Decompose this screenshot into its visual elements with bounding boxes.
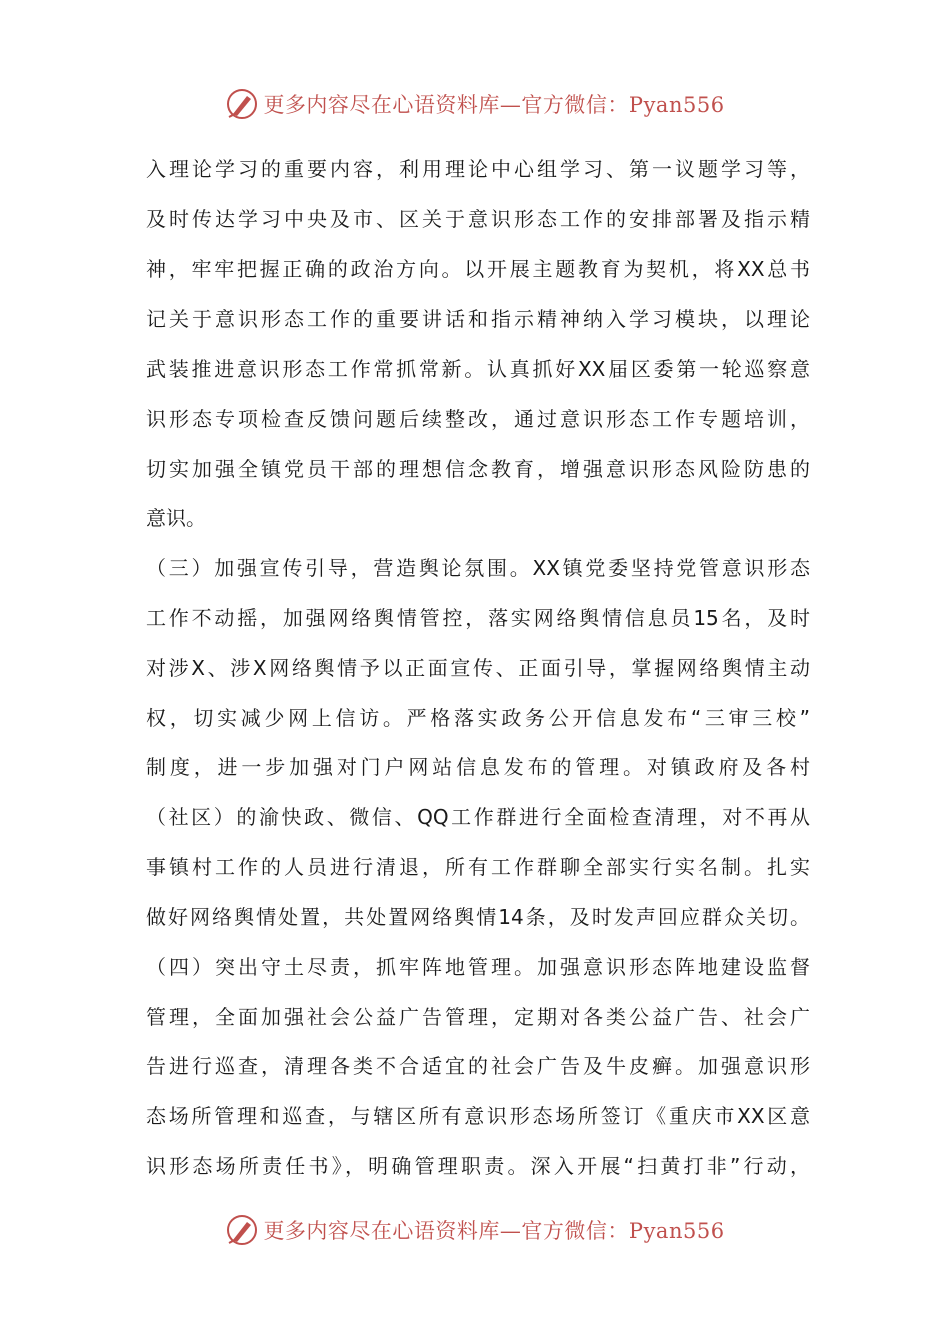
text-line: 识形态场所责任书》，明确管理职责。深入开展“扫黄打非”行动， [146,1154,810,1178]
text-line: 记关于意识形态工作的重要讲话和指示精神纳入学习模块，以理论 [146,307,810,331]
text-line: 识形态专项检查反馈问题后续整改，通过意识形态工作专题培训， [146,407,810,431]
text-line: 工作不动摇，加强网络舆情管控，落实网络舆情信息员15名，及时 [146,606,810,630]
text-line: 入理论学习的重要内容，利用理论中心组学习、第一议题学习等， [146,157,810,181]
text-line: 事镇村工作的人员进行清退，所有工作群聊全部实行实名制。扎实 [146,855,810,879]
section-heading-3: （三）加强宣传引导，营造舆论氛围。XX镇党委坚持党管意识形态 [146,556,810,580]
text-line: 告进行巡查，清理各类不合适宜的社会广告及牛皮癣。加强意识形 [146,1054,810,1078]
section-heading-4: （四）突出守土尽责，抓牢阵地管理。加强意识形态阵地建设监督 [146,955,810,979]
header-watermark [0,84,950,124]
text-line: 对涉X、涉X网络舆情予以正面宣传、正面引导，掌握网络舆情主动 [146,656,810,680]
text-line: 态场所管理和巡查，与辖区所有意识形态场所签订《重庆市XX区意 [146,1104,810,1128]
text-line: 做好网络舆情处置，共处置网络舆情14条，及时发声回应群众关切。 [146,905,810,929]
text-line: 权，切实减少网上信访。严格落实政务公开信息发布“三审三校” [146,706,810,730]
text-line: 武装推进意识形态工作常抓常新。认真抓好XX届区委第一轮巡察意 [146,357,810,381]
watermark-text: 更多内容尽在心语资料库—官方微信：Pyan556 [263,93,725,117]
text-line: 及时传达学习中央及市、区关于意识形态工作的安排部署及指示精 [146,207,810,231]
text-line: 意识。 [146,506,206,530]
text-line: 管理，全面加强社会公益广告管理，定期对各类公益广告、社会广 [146,1005,810,1029]
pen-logo-icon [225,1213,259,1247]
text-line: 制度，进一步加强对门户网站信息发布的管理。对镇政府及各村 [146,755,810,779]
footer-watermark [0,1210,950,1250]
text-line: （社区）的渝快政、微信、QQ工作群进行全面检查清理，对不再从 [146,805,810,829]
text-line: 神，牢牢把握正确的政治方向。以开展主题教育为契机，将XX总书 [146,257,810,281]
pen-logo-icon [225,87,259,121]
watermark-text: 更多内容尽在心语资料库—官方微信：Pyan556 [263,1219,725,1243]
text-line: 切实加强全镇党员干部的理想信念教育，增强意识形态风险防患的 [146,457,810,481]
